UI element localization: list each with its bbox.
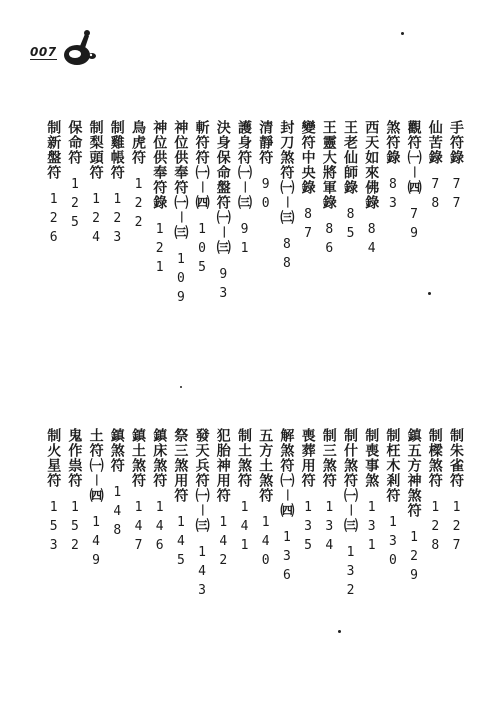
toc-entry-page: 132	[343, 545, 358, 602]
toc-entry-title: 神位供奉符㈠－㈢	[172, 120, 189, 240]
toc-entry	[298, 120, 318, 245]
toc-entry	[425, 428, 445, 557]
toc-entry-title: 西天如來佛錄	[363, 120, 380, 210]
toc-entry-page: 136	[279, 530, 295, 587]
toc-entry	[276, 428, 296, 587]
toc-entry	[64, 120, 84, 234]
toc-entry-title: 制枉木剎符	[384, 428, 401, 503]
toc-entry-title: 發天兵符㈠－㈢	[193, 428, 210, 533]
toc-entry-title: 土符㈠－㈣	[87, 428, 104, 503]
toc-entry-title: 封刀煞符㈠－㈢	[278, 120, 295, 225]
toc-entry-page: 149	[88, 515, 104, 572]
toc-entry-page: 77	[449, 177, 464, 215]
toc-entry	[382, 428, 402, 572]
toc-entry-page: 91	[237, 222, 252, 260]
toc-entry-page: 152	[67, 500, 83, 557]
toc-entry-title: 犯胎神用符	[214, 428, 231, 503]
page-number: 007	[30, 45, 57, 59]
toc-entry-title: 王老仙師錄	[342, 120, 358, 195]
toc-entry	[170, 428, 190, 572]
toc-entry-title: 鎮床煞符	[151, 428, 168, 488]
speck	[180, 386, 182, 388]
toc-entry-title: 鎮五方神煞符	[405, 428, 422, 518]
toc-entry	[86, 120, 106, 249]
toc-entry-title: 決身保命盤符㈠－㈢	[214, 120, 231, 255]
toc-entry-page: 121	[152, 222, 168, 279]
toc-entry-page: 87	[300, 207, 316, 245]
toc-entry-page: 84	[364, 222, 380, 260]
toc-entry-title: 制喪事煞	[363, 428, 380, 488]
toc-entry	[382, 120, 402, 215]
toc-entry-page: 153	[46, 500, 62, 557]
toc-entry	[192, 120, 212, 279]
toc-entry-page: 124	[88, 192, 104, 249]
gourd-bell-icon	[58, 28, 98, 68]
toc-entry-page: 78	[427, 177, 443, 215]
toc-entry-page: 145	[173, 515, 189, 572]
toc-entry	[86, 428, 106, 572]
toc-entry-title: 鬼作祟符	[66, 428, 83, 488]
toc-entry-title: 制梨頭符	[87, 120, 104, 180]
toc-entry	[43, 428, 63, 557]
toc-entry	[340, 120, 360, 245]
toc-entry-title: 手符錄	[448, 120, 464, 165]
toc-entry-page: 130	[385, 515, 401, 572]
toc-entry-page: 93	[215, 267, 231, 305]
toc-entry	[404, 120, 424, 245]
toc-entry	[64, 428, 84, 557]
toc-entry-page: 128	[427, 500, 443, 557]
toc-entry	[425, 120, 445, 215]
toc-entry-page: 125	[67, 177, 83, 234]
toc-entry-page: 148	[109, 485, 125, 542]
toc-entry	[170, 120, 190, 309]
toc-block-bottom	[0, 428, 485, 608]
toc-entry-title: 觀符㈠－㈣	[405, 120, 422, 195]
toc-entry-page: 142	[215, 515, 231, 572]
toc-entry	[234, 120, 254, 260]
toc-entry-title: 變符中央錄	[299, 120, 316, 195]
toc-entry-title: 制新盤符	[45, 120, 62, 180]
toc-entry-page: 85	[343, 207, 358, 245]
toc-entry-title: 制樑煞符	[426, 428, 443, 488]
toc-entry	[234, 428, 254, 557]
toc-entry-page: 86	[321, 222, 337, 260]
toc-entry-title: 制火星符	[45, 428, 62, 488]
toc-entry-page: 127	[449, 500, 464, 557]
toc-entry-title: 神位供奉符錄	[151, 120, 168, 210]
toc-entry	[107, 428, 127, 542]
toc-entry	[213, 120, 233, 305]
toc-entry	[404, 428, 424, 587]
toc-entry-page: 141	[237, 500, 252, 557]
speck	[401, 32, 404, 35]
toc-entry-page: 140	[258, 515, 274, 572]
toc-entry-page: 143	[194, 545, 210, 602]
toc-entry	[276, 120, 296, 275]
toc-entry-title: 制土煞符	[236, 428, 252, 488]
toc-entry-page: 88	[279, 237, 295, 275]
toc-entry-title: 鎮煞符	[108, 428, 125, 473]
toc-entry	[149, 428, 169, 557]
toc-entry	[340, 428, 360, 602]
toc-entry	[361, 120, 381, 260]
toc-entry	[149, 120, 169, 279]
toc-entry-title: 斬符符㈠－㈣	[193, 120, 210, 210]
toc-entry-page: 135	[300, 500, 316, 557]
toc-entry	[298, 428, 318, 557]
toc-entry-page: 126	[46, 192, 62, 249]
toc-entry-page: 109	[173, 252, 189, 309]
toc-entry-title: 制雞帳符	[108, 120, 125, 180]
toc-entry-page: 147	[131, 500, 146, 557]
toc-entry-title: 清靜符	[257, 120, 274, 165]
toc-entry	[446, 120, 466, 215]
toc-entry	[446, 428, 466, 557]
toc-entry	[213, 428, 233, 572]
toc-entry	[255, 428, 275, 572]
toc-entry-title: 鎮土煞符	[130, 428, 146, 488]
toc-entry	[128, 428, 148, 557]
toc-entry-title: 鳥虎符	[130, 120, 146, 165]
toc-entry-page: 123	[109, 192, 125, 249]
toc-entry-title: 保命符	[66, 120, 83, 165]
toc-entry	[128, 120, 148, 234]
toc-block-top	[0, 120, 485, 310]
toc-entry	[107, 120, 127, 249]
toc-entry-title: 仙苦錄	[426, 120, 443, 165]
toc-entry	[192, 428, 212, 602]
toc-entry-page: 122	[131, 177, 146, 234]
toc-entry	[319, 428, 339, 557]
toc-entry-page: 131	[364, 500, 380, 557]
toc-entry-title: 王靈大將軍錄	[320, 120, 337, 210]
toc-entry-title: 制三煞符	[320, 428, 337, 488]
toc-entry	[319, 120, 339, 260]
toc-entry-page: 134	[321, 500, 337, 557]
toc-entry	[43, 120, 63, 249]
toc-entry-title: 制什煞符㈠－㈢	[342, 428, 358, 533]
toc-entry-page: 79	[406, 207, 422, 245]
speck	[428, 292, 431, 295]
toc-entry-title: 制朱雀符	[448, 428, 464, 488]
toc-entry-title: 煞符錄	[384, 120, 401, 165]
toc-entry-title: 護身符㈠－㈢	[236, 120, 252, 210]
speck	[338, 630, 341, 633]
toc-entry-page: 90	[258, 177, 274, 215]
toc-entry-page: 146	[152, 500, 168, 557]
toc-entry-title: 祭三煞用符	[172, 428, 189, 503]
toc-entry-page: 129	[406, 530, 422, 587]
toc-entry-title: 解煞符㈠－㈣	[278, 428, 295, 518]
toc-entry	[361, 428, 381, 557]
toc-entry-title: 五方土煞符	[257, 428, 274, 503]
toc-entry-title: 喪葬用符	[299, 428, 316, 488]
toc-entry	[255, 120, 275, 215]
toc-entry-page: 105	[194, 222, 210, 279]
toc-entry-page: 83	[385, 177, 401, 215]
